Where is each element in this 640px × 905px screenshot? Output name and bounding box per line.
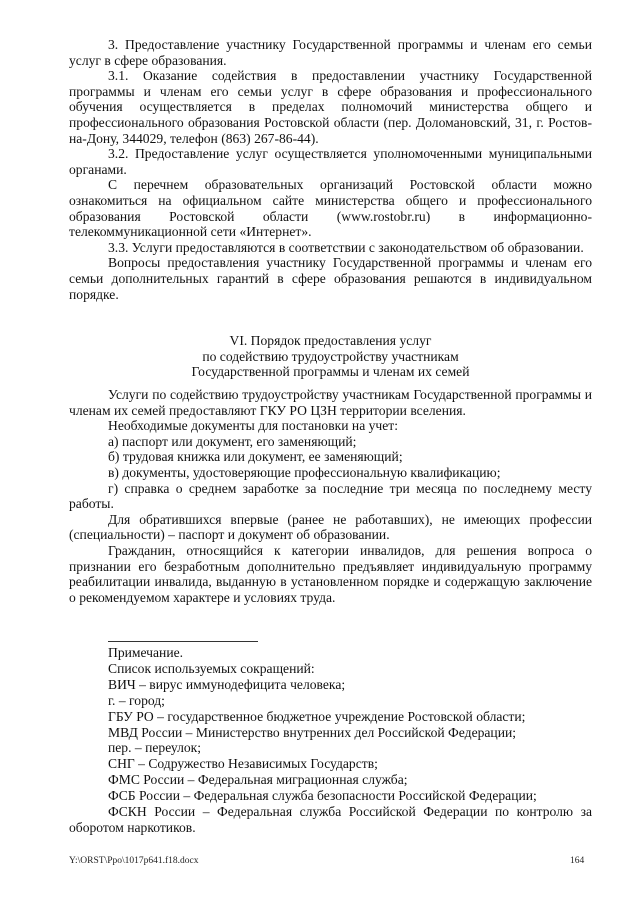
footer-file-path: Y:\ORST\Ppo\1017p641.f18.docx — [69, 856, 199, 866]
abbreviation-item: пер. – переулок; — [108, 740, 202, 756]
abbreviation-item: ФМС России – Федеральная миграционная служба; — [108, 772, 408, 788]
abbreviation-item: МВД России – Министерство внутренних дел Российской Федерации; — [108, 724, 517, 740]
list-item: а) паспорт или документ, его заменяющий; — [108, 433, 357, 449]
heading-line: по содействию трудоустройству участникам — [202, 348, 459, 364]
section-heading — [69, 333, 592, 380]
paragraph: 3.3. Услуги предоставляются в соответствии с законодательством об образовании. — [108, 239, 584, 255]
list-item: в) документы, удостоверяющие профессиональную квалификацию; — [108, 464, 501, 480]
note-line: Список используемых сокращений: — [108, 660, 315, 676]
section-employment — [69, 387, 592, 605]
abbreviation-item: г. – город; — [108, 692, 165, 708]
paragraph: Услуги по содействию трудоустройству участникам Государственной программы и членам их семей предоставляют ГКУ РО ЦЗН территории вселения. — [69, 387, 592, 418]
paragraph: Гражданин, относящийся к категории инвалидов, для решения вопроса о признании его безработным дополнительно предъявляет индивидуальную программу реабилитации инвалида, выданную в установленном порядке и содержащую заключение о рекомендуемом характере и условиях труда. — [69, 542, 592, 605]
abbreviation-item: ФСБ России – Федеральная служба безопасности Российской Федерации; — [108, 788, 537, 804]
paragraph: Для обратившихся впервые (ранее не работавших), не имеющих профессии (специальности) – паспорт и документ об образовании. — [69, 511, 592, 543]
abbreviation-item: ВИЧ – вирус иммунодефицита человека; — [108, 676, 346, 692]
list-item: б) трудовая книжка или документ, ее заменяющий; — [108, 449, 403, 465]
abbreviation-item: СНГ – Содружество Независимых Государств; — [108, 756, 378, 772]
paragraph: Необходимые документы для постановки на учет: — [108, 418, 399, 434]
abbreviations-note — [69, 645, 592, 836]
list-item: г) справка о среднем заработке за последние три месяца по последнему месту работы. — [69, 480, 592, 512]
paragraph: Вопросы предоставления участнику Государственной программы и членам его семьи дополнительных гарантий в сфере образования решаются в индивидуальном порядке. — [69, 255, 592, 302]
page-number: 164 — [570, 856, 585, 866]
paragraph: С перечнем образовательных организаций Ростовской области можно ознакомиться на официальном сайте министерства общего и профессионального образования Ростовской области (www.rostobr.ru) в информационно-телекоммуникационной сети «Интернет». — [69, 177, 592, 240]
paragraph: 3.1. Оказание содействия в предоставлении участнику Государственной программы и членам его семьи услуг в сфере образования и профессионального обучения осуществляется в пределах полномочий министерства общего и профессионального образования Ростовской области (пер. Доломановский, 31, г. Ростов-на-Дону, 344029, телефон (863) 267-86-44). — [69, 68, 592, 146]
heading-line: VI. Порядок предоставления услуг — [229, 333, 432, 348]
section-3-education — [69, 37, 592, 302]
footnote-divider — [108, 641, 258, 642]
abbreviation-item: ГБУ РО – государственное бюджетное учреждение Ростовской области; — [108, 708, 526, 724]
note-title: Примечание. — [108, 645, 184, 660]
abbreviation-item: ФСКН России – Федеральная служба Российской Федерации по контролю за оборотом наркотиков. — [69, 804, 592, 835]
heading-line: Государственной программы и членам их семей — [191, 364, 470, 380]
paragraph: 3.2. Предоставление услуг осуществляется уполномоченными муниципальными органами. — [69, 146, 592, 177]
paragraph: 3. Предоставление участнику Государственной программы и членам его семьи услуг в сфере образования. — [69, 37, 592, 68]
